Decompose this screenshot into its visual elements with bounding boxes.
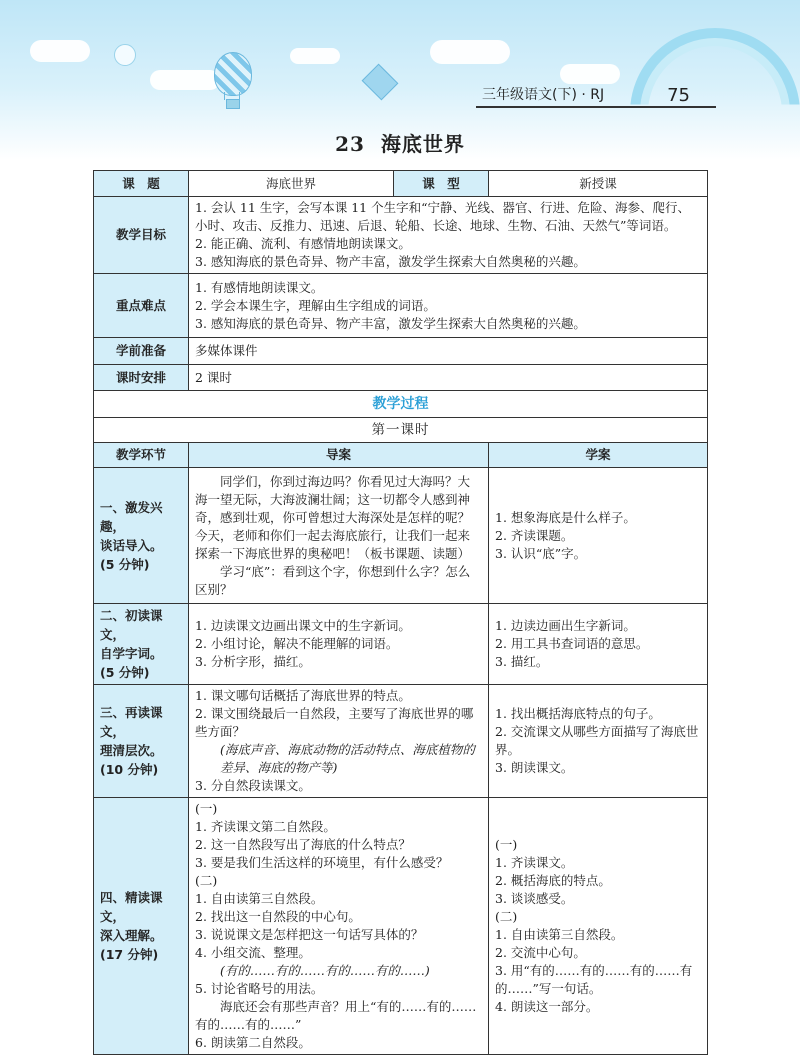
step-cell — [94, 604, 189, 685]
schedule-value: 2 课时 — [189, 365, 708, 391]
goal-item: 2. 能正确、流利、有感情地朗读课文。 — [195, 236, 411, 251]
goal-item: 3. 感知海底的景色奇异、物产丰富，激发学生探索大自然奥秘的兴趣。 — [195, 254, 586, 269]
guide-item: 3. 分析字形，描红。 — [195, 654, 311, 669]
cloud-decoration — [30, 40, 90, 62]
step-duration: (10 分钟) — [100, 762, 159, 777]
guide-item: 1. 齐读课文第二自然段。 — [195, 819, 336, 834]
lesson-plan-table — [93, 170, 708, 1055]
step-subtitle: 理清层次。 — [100, 743, 163, 758]
kite-icon — [362, 64, 399, 101]
step-duration: (5 分钟) — [100, 556, 150, 572]
type-value: 新授课 — [489, 171, 708, 197]
sun-icon — [114, 44, 136, 66]
lesson-number: 23 — [335, 132, 365, 156]
guide-item: 2. 找出这一自然段的中心句。 — [195, 909, 361, 924]
learn-item: 4. 朗读这一部分。 — [495, 999, 599, 1014]
schedule-label: 课时安排 — [94, 365, 189, 391]
guide-note: (有的……有的……有的……有的……) — [220, 963, 430, 978]
guide-item: 6. 朗读第二自然段。 — [195, 1035, 311, 1050]
key-point-item: 1. 有感情地朗读课文。 — [195, 279, 324, 295]
guide-item: 3. 要是我们生活这样的环境里，有什么感受？ — [195, 855, 449, 870]
learn-item: 2. 齐读课题。 — [495, 527, 574, 543]
guide-item: (二) — [195, 873, 218, 888]
step-cell — [94, 468, 189, 604]
topic-value: 海底世界 — [189, 171, 394, 197]
learn-cell — [489, 604, 708, 685]
learn-item: 2. 概括海底的特点。 — [495, 873, 611, 888]
learn-item: 1. 找出概括海底特点的句子。 — [495, 706, 661, 721]
cloud-decoration — [430, 40, 510, 64]
learn-item: 1. 边读边画出生字新词。 — [495, 618, 636, 633]
guide-item: 1. 课文哪句话概括了海底世界的特点。 — [195, 688, 411, 703]
guide-cell — [189, 468, 489, 604]
prep-label: 学前准备 — [94, 338, 189, 365]
lesson-heading — [0, 128, 800, 157]
prep-value: 多媒体课件 — [189, 338, 708, 365]
learn-item: 3. 描红。 — [495, 654, 549, 669]
balloon-rope — [224, 92, 225, 100]
guide-note: (海底声音、海底动物的活动特点、海底植物的差异、海底的物产等) — [220, 742, 475, 775]
guide-item: 5. 讨论省略号的用法。 — [195, 981, 324, 996]
learn-item: 3. 朗读课文。 — [495, 760, 574, 775]
goals-label: 教学目标 — [94, 197, 189, 274]
key-point-item: 2. 学会本课生字，理解由生字组成的词语。 — [195, 297, 436, 313]
guide-item: 2. 小组讨论，解决不能理解的词语。 — [195, 636, 399, 651]
guide-item: 1. 自由读第三自然段。 — [195, 891, 324, 906]
step-cell — [94, 685, 189, 798]
learn-item: 1. 想象海底是什么样子。 — [495, 509, 636, 525]
step-title: 二、初读课文， — [100, 608, 163, 642]
col-learn-header: 学案 — [489, 443, 708, 468]
learn-item: 3. 认识“底”字。 — [495, 545, 587, 561]
learn-item: 1. 自由读第三自然段。 — [495, 927, 624, 942]
step-cell — [94, 798, 189, 1055]
guide-item: 3. 说说课文是怎样把这一句话写具体的？ — [195, 927, 424, 942]
learn-item: 1. 齐读课文。 — [495, 855, 574, 870]
step-subtitle: 谈话导入。 — [100, 537, 163, 553]
step-subtitle: 深入理解。 — [100, 928, 163, 943]
guide-paragraph: 学习“底”：看到这个字，你想到什么字？怎么区别？ — [195, 563, 471, 597]
step-duration: (5 分钟) — [100, 665, 150, 680]
lesson-period-title: 第一课时 — [94, 418, 708, 443]
learn-cell — [489, 798, 708, 1055]
cloud-decoration — [150, 70, 220, 90]
learn-cell — [489, 468, 708, 604]
guide-item: (一) — [195, 801, 218, 816]
col-step-header: 教学环节 — [94, 443, 189, 468]
guide-item: 1. 边读课文边画出课文中的生字新词。 — [195, 618, 411, 633]
learn-item: (一) — [495, 837, 518, 852]
guide-cell — [189, 604, 489, 685]
guide-cell — [189, 685, 489, 798]
step-title: 四、精读课文， — [100, 890, 163, 924]
guide-cell — [189, 798, 489, 1055]
learn-item: (二) — [495, 909, 518, 924]
guide-item: 3. 分自然段读课文。 — [195, 778, 311, 793]
step-subtitle: 自学字词。 — [100, 646, 163, 661]
step-title: 一、激发兴趣， — [100, 499, 163, 534]
guide-paragraph: 海底还会有那些声音？用上“有的……有的……有的……有的……” — [195, 999, 477, 1032]
learn-item: 3. 用“有的……有的……有的……有的……”写一句话。 — [495, 963, 693, 996]
col-guide-header: 导案 — [189, 443, 489, 468]
process-section-title: 教学过程 — [94, 391, 708, 418]
guide-item: 4. 小组交流、整理。 — [195, 945, 311, 960]
goals-list — [189, 197, 708, 274]
hot-air-balloon-icon — [214, 52, 252, 96]
key-point-item: 3. 感知海底的景色奇异、物产丰富，激发学生探索大自然奥秘的兴趣。 — [195, 315, 586, 331]
learn-item: 2. 用工具书查词语的意思。 — [495, 636, 649, 651]
subject-label: 三年级语文(下) · RJ — [482, 87, 605, 103]
guide-item: 2. 这一自然段写出了海底的什么特点？ — [195, 837, 411, 852]
key-points-label: 重点难点 — [94, 274, 189, 338]
key-points-list — [189, 274, 708, 338]
lesson-title: 海底世界 — [380, 132, 465, 156]
learn-item: 2. 交流课文从哪些方面描写了海底世界。 — [495, 724, 699, 757]
learn-item: 3. 谈谈感受。 — [495, 891, 574, 906]
goal-item: 1. 会认 11 生字，会写本课 11 个生字和“宁静、光线、器官、行进、危险、海参、爬行、小时、攻击、反推力、迅速、后退、轮船、长途、地球、生物、石油、天然气”等词语。 — [195, 200, 690, 233]
guide-item: 2. 课文围绕最后一自然段，主要写了海底世界的哪些方面？ — [195, 706, 474, 739]
step-title: 三、再读课文， — [100, 705, 163, 739]
cloud-decoration — [290, 48, 340, 64]
learn-item: 2. 交流中心句。 — [495, 945, 586, 960]
balloon-basket — [226, 99, 240, 109]
cloud-decoration — [560, 64, 620, 84]
guide-paragraph: 同学们，你到过海边吗？你看见过大海吗？大海一望无际，大海波澜壮阔；这一切都令人感到神奇，感到壮观，你可曾想过大海深处是怎样的呢？今天，老师和你们一起去海底旅行，让我们一起来探索一下海底世界的奥秘吧！（板书课题、读题） — [195, 473, 471, 561]
learn-cell — [489, 685, 708, 798]
page-header — [476, 84, 716, 108]
step-duration: (17 分钟) — [100, 947, 159, 962]
topic-label: 课 题 — [94, 171, 189, 197]
type-label: 课 型 — [394, 171, 489, 197]
page-number: 75 — [667, 85, 690, 106]
